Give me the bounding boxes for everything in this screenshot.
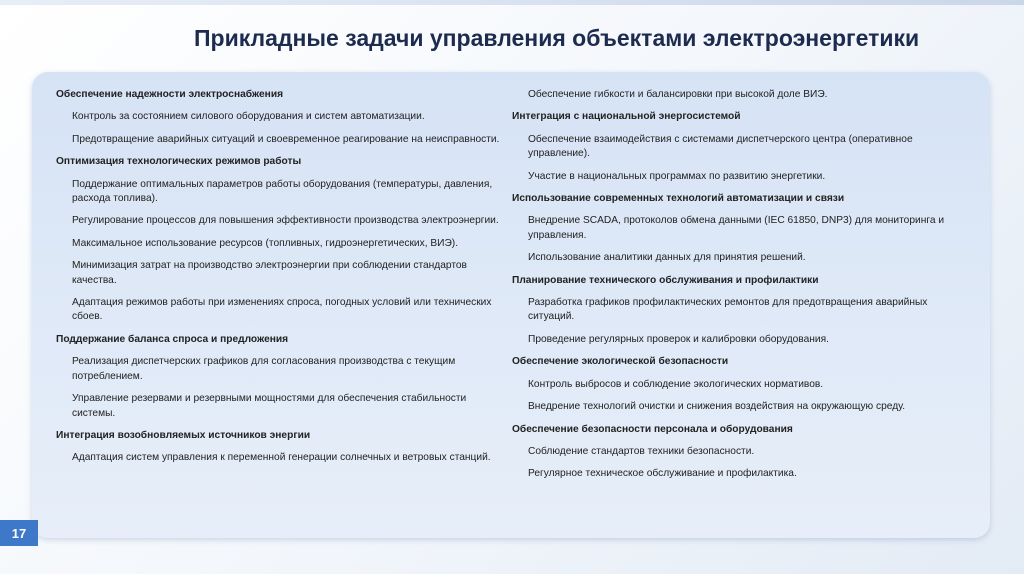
section-heading: Поддержание баланса спроса и предложения bbox=[56, 333, 289, 345]
list-item: Внедрение технологий очистки и снижения воздействия на окружающую среду. bbox=[528, 401, 906, 413]
list-item: Контроль за состоянием силового оборудования и систем автоматизации. bbox=[72, 111, 425, 123]
section-heading: Обеспечение экологической безопасности bbox=[512, 356, 729, 368]
section-heading: Использование современных технологий автоматизации и связи bbox=[512, 193, 845, 205]
list-item: Предотвращение аварийных ситуаций и своевременное реагирование на неисправности. bbox=[72, 133, 500, 145]
section-heading: Планирование технического обслуживания и профилактики bbox=[512, 274, 819, 286]
list-item: Разработка графиков профилактических ремонтов для предотвращения аварийных ситуаций. bbox=[528, 297, 928, 323]
list-item: Проведение регулярных проверок и калибровки оборудования. bbox=[528, 333, 829, 345]
section-heading: Оптимизация технологических режимов работы bbox=[56, 156, 302, 168]
list-item: Адаптация режимов работы при изменениях спроса, погодных условий или технических сбоев. bbox=[72, 297, 492, 323]
list-item: Адаптация систем управления к переменной генерации солнечных и ветровых станций. bbox=[72, 452, 491, 464]
list-item: Использование аналитики данных для принятия решений. bbox=[528, 252, 806, 264]
list-item: Контроль выбросов и соблюдение экологических нормативов. bbox=[528, 378, 824, 390]
list-item: Регулярное техническое обслуживание и профилактика. bbox=[528, 468, 797, 480]
top-accent-bar bbox=[0, 0, 1024, 5]
list-item: Минимизация затрат на производство электроэнергии при соблюдении стандартов качества. bbox=[72, 260, 467, 286]
content-panel bbox=[32, 72, 990, 538]
list-item: Управление резервами и резервными мощностями для обеспечения стабильности системы. bbox=[72, 393, 467, 419]
list-item: Обеспечение гибкости и балансировки при высокой доле ВИЭ. bbox=[528, 89, 828, 100]
list-item: Соблюдение стандартов техники безопасности. bbox=[528, 445, 755, 457]
list-item: Реализация диспетчерских графиков для согласования производства с текущим потреблением. bbox=[72, 356, 456, 382]
list-item: Внедрение SCADA, протоколов обмена данными (IEC 61850, DNP3) для мониторинга и управления. bbox=[528, 215, 945, 241]
slide-title: Прикладные задачи управления объектами электроэнергетики bbox=[194, 25, 920, 51]
left-column bbox=[56, 88, 512, 474]
list-item: Обеспечение взаимодействия с системами диспетчерского центра (оперативное управление). bbox=[528, 133, 913, 160]
list-item: Максимальное использование ресурсов (топливных, гидроэнергетических, ВИЭ). bbox=[72, 237, 459, 249]
section-heading: Интеграция возобновляемых источников энергии bbox=[56, 429, 311, 441]
list-item: Участие в национальных программах по развитию энергетики. bbox=[528, 170, 826, 182]
list-item: Поддержание оптимальных параметров работы оборудования (температуры, давления, расхода топлива). bbox=[72, 178, 493, 205]
right-column bbox=[512, 88, 968, 490]
page-number: 17 bbox=[0, 520, 38, 546]
section-heading: Интеграция с национальной энергосистемой bbox=[512, 111, 741, 123]
section-heading: Обеспечение надежности электроснабжения bbox=[56, 89, 284, 100]
list-item: Регулирование процессов для повышения эффективности производства электроэнергии. bbox=[72, 215, 499, 227]
section-heading: Обеспечение безопасности персонала и оборудования bbox=[512, 423, 793, 435]
